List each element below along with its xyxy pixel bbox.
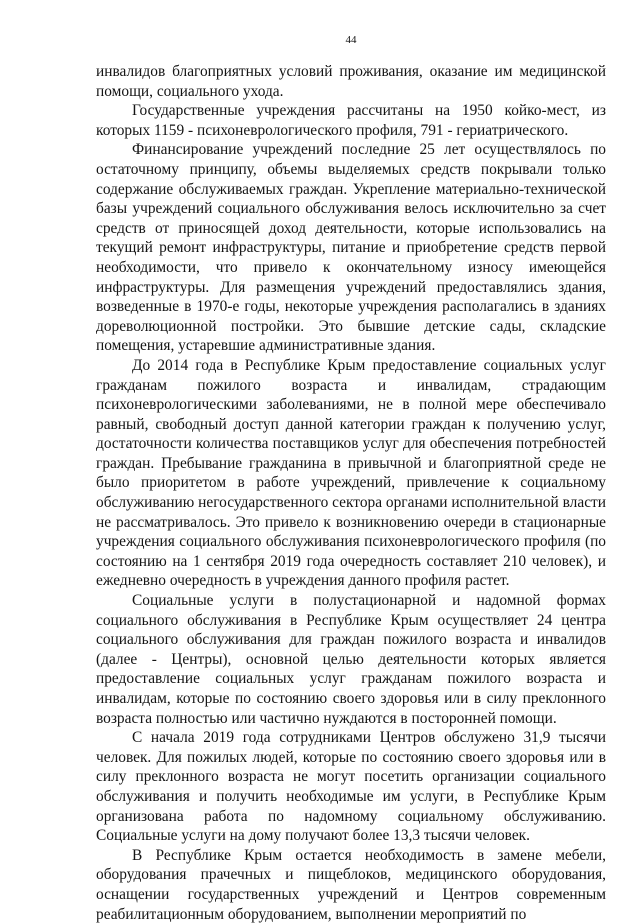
paragraph-needs: В Республике Крым остается необходимость в замене мебели, оборудования прачечных и пищеблоков, медицинского оборудования, оснащении государственных учреждений и Центров современным реабилитационным оборудованием, выполнении мероприятий по — [96, 846, 606, 923]
paragraph-social-services-centers: Социальные услуги в полустационарной и надомной формах социального обслуживания в Республике Крым осуществляет 24 центра социального обслуживания для граждан пожилого возраста и инвалидов (далее - Центры), основной целью деятельности которых является предоставление социальных услуг гражданам пожилого возраста и инвалидам, которые по состоянию своего здоровья или в силу преклонного возраста полностью или частично нуждаются в посторонней помощи. — [96, 592, 606, 727]
paragraph-before-2014: До 2014 года в Республике Крым предоставление социальных услуг гражданам пожилого возраста и инвалидам, страдающим психоневрологическими заболеваниями, не в полной мере обеспечивало равный, свободный доступ данной категории граждан к получению услуг, достаточности количества поставщиков услуг для обеспечения потребностей граждан. Пребывание гражданина в привычной и благоприятной среде не было приоритетом в работе учреждений, привлечение к социальному обслуживанию негосударственного сектора органами исполнительной власти не рассматривалось. Это привело к возникновению очереди в стационарные учреждения социального обслуживания психоневрологического профиля (по состоянию на 1 сентября 2019 года очередность составляет 210 человек), и ежедневно очередность в учреждения данного профиля растет. — [96, 356, 606, 590]
paragraph-continuation: инвалидов благоприятных условий проживания, оказание им медицинской помощи, социального ухода. — [96, 63, 606, 100]
page-number: 44 — [345, 34, 357, 46]
paragraph-bed-capacity: Государственные учреждения рассчитаны на 1950 койко-мест, из которых 1159 - психоневрологического профиля, 791 - гериатрического. — [96, 102, 606, 139]
paragraph-since-2019: С начала 2019 года сотрудниками Центров обслужено 31,9 тысячи человек. Для пожилых людей, которые по состоянию своего здоровья или в силу преклонного возраста не могут посетить организации социального обслуживания и получить необходимые им услуги, в Республике Крым организована работа по надомному социальному обслуживанию. Социальные услуги на дому получают более 13,3 тысячи человек. — [96, 729, 606, 845]
paragraph-financing: Финансирование учреждений последние 25 лет осуществлялось по остаточному принципу, объемы выделяемых средств покрывали только содержание обслуживаемых граждан. Укрепление материально-технической базы учреждений социального обслуживания велось исключительно за счет средств от приносящей доход деятельности, которые использовались на текущий ремонт инфраструктуры, питание и приобретение средств первой необходимости, что привело к окончательному износу имеющейся инфраструктуры. Для размещения учреждений предоставлялись здания, возведенные в 1970-е годы, некоторые учреждения располагались в зданиях дореволюционной постройки. Это бывшие детские сады, складские помещения, устаревшие административные здания. — [96, 141, 606, 355]
document-body — [96, 62, 606, 924]
